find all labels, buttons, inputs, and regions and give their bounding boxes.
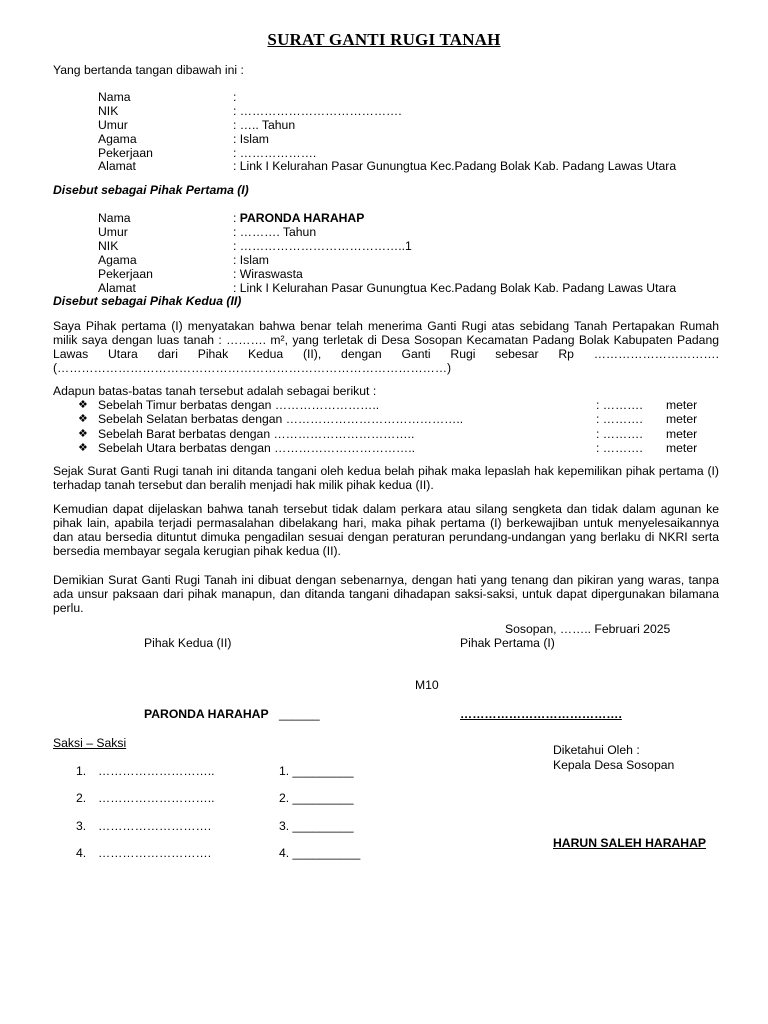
party2-signature-line: ______ [279, 707, 320, 721]
dispute-paragraph: Kemudian dapat dijelaskan bahwa tanah tersebut tidak dalam perkara atau silang sengketa dan tidak dalam agunan ke pihak lain, apabila terjadi permasalahan dibelakang hari, maka pihak pertama (I) berkewajiban untuk menyelesaikannya dan atau bersedia dituntut dimuka pengadilan sesuai dengan peraturan perundang-undangan yang berlaku di NKRI serta bersedia membayar segala kerugian pihak kedua (II). [53, 502, 719, 558]
party1-value: : ….. Tahun [233, 118, 296, 132]
witness-name: ……………………….. [98, 791, 215, 805]
village-head-position: Kepala Desa Sosopan [553, 758, 675, 772]
boundaries-heading: Adapun batas-batas tanah tersebut adalah sebagai berikut : [53, 384, 377, 398]
boundary-text: Sebelah Barat berbatas dengan …………………………….. [98, 427, 415, 441]
party1-value: : …………………………………. [233, 104, 402, 118]
boundary-text: Sebelah Timur berbatas dengan …………………….. [98, 398, 380, 412]
bullet-icon: ❖ [78, 413, 88, 425]
party2-label: Agama [98, 253, 137, 267]
party2-value: : Link I Kelurahan Pasar Gunungtua Kec.Padang Bolak Kab. Padang Lawas Utara [233, 281, 677, 295]
party2-value: : Wiraswasta [233, 267, 303, 281]
party2-name: PARONDA HARAHAP [239, 211, 365, 225]
witness-number: 4. [76, 846, 87, 860]
boundary-unit: meter [666, 427, 698, 441]
bullet-icon: ❖ [78, 428, 88, 440]
place-date: Sosopan, …….. Februari 2025 [505, 622, 671, 636]
party2-name-row [233, 211, 364, 225]
party2-name-prefix: : [233, 211, 240, 225]
boundary-unit: meter [666, 441, 698, 455]
party1-label: Umur [98, 118, 128, 132]
bullet-icon: ❖ [78, 399, 88, 411]
known-by-label: Diketahui Oleh : [553, 743, 640, 757]
party1-signature-line: …………………………………. [460, 707, 622, 721]
intro-text: Yang bertanda tangan dibawah ini : [53, 63, 244, 77]
boundary-text: Sebelah Utara berbatas dengan …………………………….. [98, 441, 416, 455]
boundary-value: : ………. [596, 412, 643, 426]
boundary-value: : ………. [596, 427, 643, 441]
transfer-paragraph: Sejak Surat Ganti Rugi tanah ini ditanda tangani oleh kedua belah pihak maka lepaslah hak kepemilikan pihak pertama (I) terhadap tanah tersebut dan beralih menjadi hak milik pihak kedua (II). [53, 464, 719, 492]
witness-number: 2. [76, 791, 87, 805]
witness-name: ………………………. [98, 819, 212, 833]
party1-value: : Islam [233, 132, 269, 146]
witness-number: 3. [76, 819, 87, 833]
party2-label: Umur [98, 225, 128, 239]
witnesses-heading: Saksi – Saksi [53, 736, 127, 750]
statement-paragraph: Saya Pihak pertama (I) menyatakan bahwa benar telah menerima Ganti Rugi atas sebidang Tanah Pertapakan Rumah milik saya dengan luas tanah : ………. m², yang terletak di Desa Sosopan Kecamatan Padang Bolak Kabupaten Padang Lawas Utara dari Pihak Kedua (II), dengan Ganti Rugi sebesar Rp …………………………. (……………………………………………………………………………………) [53, 319, 719, 375]
party1-label: Pekerjaan [98, 146, 153, 160]
document-title: SURAT GANTI RUGI TANAH [267, 30, 501, 49]
witness-sign: 4. __________ [279, 846, 361, 860]
party1-value: : ………………. [233, 146, 317, 160]
witness-name: ……………………….. [98, 764, 215, 778]
party2-value: : Islam [233, 253, 269, 267]
bullet-icon: ❖ [78, 442, 88, 454]
party1-value: : Link I Kelurahan Pasar Gunungtua Kec.Padang Bolak Kab. Padang Lawas Utara [233, 159, 677, 173]
party2-signature-name: PARONDA HARAHAP [144, 707, 269, 721]
party2-label: Alamat [98, 281, 136, 295]
party2-label: Nama [98, 211, 131, 225]
party2-value: : …………………………………..1 [233, 239, 412, 253]
party1-signature-label: Pihak Pertama (I) [460, 636, 555, 650]
village-head-name: HARUN SALEH HARAHAP [553, 836, 707, 850]
party2-caption: Disebut sebagai Pihak Kedua (II) [53, 294, 242, 308]
party1-label: Agama [98, 132, 137, 146]
witness-sign: 3. _________ [279, 819, 354, 833]
boundary-unit: meter [666, 412, 698, 426]
witness-sign: 2. _________ [279, 791, 354, 805]
party1-label: Alamat [98, 159, 136, 173]
party1-label: Nama [98, 90, 131, 104]
witness-sign: 1. _________ [279, 764, 354, 778]
boundary-value: : ………. [596, 441, 643, 455]
closing-paragraph: Demikian Surat Ganti Rugi Tanah ini dibuat dengan sebenarnya, dengan hati yang tenang dan pikiran yang waras, tanpa ada unsur paksaan dari pihak manapun, dan ditanda tangani dihadapan saksi-saksi, untuk dapat dipergunakan bilamana perlu. [53, 573, 719, 615]
party1-value: : [233, 90, 237, 104]
party1-label: NIK [98, 104, 119, 118]
party2-signature-label: Pihak Kedua (II) [144, 636, 232, 650]
stamp-text: M10 [415, 678, 439, 692]
party2-label: Pekerjaan [98, 267, 153, 281]
witness-number: 1. [76, 764, 87, 778]
party2-label: NIK [98, 239, 119, 253]
witness-name: ………………………. [98, 846, 212, 860]
boundary-unit: meter [666, 398, 698, 412]
party1-caption: Disebut sebagai Pihak Pertama (I) [53, 183, 249, 197]
boundary-text: Sebelah Selatan berbatas dengan …………………………………….. [98, 412, 464, 426]
boundary-value: : ………. [596, 398, 643, 412]
party2-value: : ………. Tahun [233, 225, 317, 239]
